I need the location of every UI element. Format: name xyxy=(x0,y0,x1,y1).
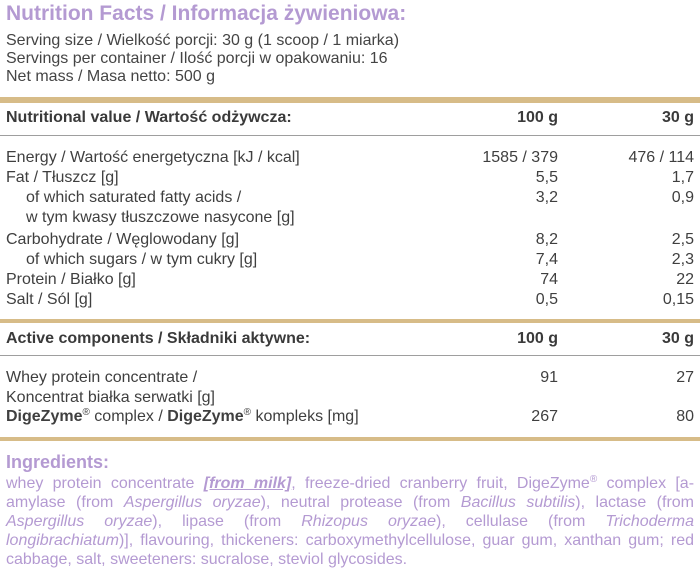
value-100g: 8,2 xyxy=(535,231,558,248)
species-name: Aspergillus oryzae xyxy=(123,494,261,511)
species-name: Trichoderma longibrachiatum xyxy=(6,513,694,549)
active-label-line2: Koncentrat białka serwatki [g] xyxy=(6,389,215,406)
nutrient-label: Energy / Wartość energetyczna [kJ / kcal] xyxy=(6,149,300,166)
divider xyxy=(0,135,700,136)
species-name: Bacillus subtilis xyxy=(460,494,576,511)
value-100g: 74 xyxy=(540,271,558,288)
value-30g: 27 xyxy=(676,369,694,386)
ingredients-part: ), neutral protease (from xyxy=(260,494,461,511)
nutrient-label: of which sugars / w tym cukry [g] xyxy=(26,251,258,268)
gold-divider xyxy=(0,319,700,323)
species-name: Aspergillus oryzae xyxy=(6,513,153,530)
active-header-row xyxy=(6,329,694,349)
digezyme-text: complex / xyxy=(89,408,168,425)
nutrient-row-energy xyxy=(6,148,694,168)
ingredients-part: ), lipase (from xyxy=(152,513,302,530)
nutrient-row-sugars xyxy=(6,250,694,270)
nutrient-label: Carbohydrate / Węglowodany [g] xyxy=(6,231,240,248)
nutrient-row-carbohydrate xyxy=(6,230,694,250)
ingredients-part: complex [a-amylase (from xyxy=(6,475,695,511)
active-label: Whey protein concentrate / xyxy=(6,369,198,386)
registered-mark: ® xyxy=(589,474,598,485)
column-header-30g: 30 g xyxy=(661,109,694,126)
value-100g: 267 xyxy=(531,408,558,425)
nutrition-header-row xyxy=(6,108,694,128)
ingredients-part: ), cellulase (from xyxy=(435,513,606,530)
nutrient-row-salt xyxy=(6,290,694,310)
nutrient-label: Protein / Białko [g] xyxy=(6,271,136,288)
nutrient-row-protein xyxy=(6,270,694,290)
value-30g: 476 / 114 xyxy=(628,149,694,166)
servings-per-container: Servings per container / Ilość porcji w opakowaniu: 16 xyxy=(6,50,388,67)
value-30g: 0,15 xyxy=(662,291,694,308)
ingredients-text xyxy=(6,474,694,569)
active-row-whey-cont xyxy=(6,388,694,408)
value-100g: 3,2 xyxy=(535,189,558,206)
ingredients-part: )], flavouring, thickeners: carboxymethylcellulose, guar gum, xanthan gum; red cabbage, salt, sweeteners: sucralose, steviol glycosides. xyxy=(6,532,694,568)
column-header-100g: 100 g xyxy=(517,109,558,126)
column-header-30g: 30 g xyxy=(661,330,694,347)
nutrition-facts-title: Nutrition Facts / Informacja żywieniowa: xyxy=(6,2,407,25)
nutrient-row-fat xyxy=(6,168,694,188)
active-row-whey xyxy=(6,368,694,388)
value-100g: 91 xyxy=(540,369,558,386)
nutrient-row-saturated-fat xyxy=(6,188,694,208)
allergen-text: [from milk] xyxy=(203,475,292,492)
value-100g: 1585 / 379 xyxy=(482,149,558,166)
species-name: Rhizopus oryzae xyxy=(301,513,436,530)
value-30g: 0,9 xyxy=(671,189,694,206)
registered-mark: ® xyxy=(82,407,90,418)
digezyme-brand: DigeZyme xyxy=(167,408,244,425)
ingredients-part: whey protein concentrate xyxy=(6,475,204,492)
nutrient-label: Salt / Sól [g] xyxy=(6,291,93,308)
value-30g: 2,3 xyxy=(671,251,694,268)
nutrition-header-label: Nutritional value / Wartość odżywcza: xyxy=(6,109,292,126)
value-30g: 2,5 xyxy=(671,231,694,248)
ingredients-part: , freeze-dried cranberry fruit, DigeZyme xyxy=(291,475,590,492)
value-30g: 22 xyxy=(676,271,694,288)
nutrient-label: of which saturated fatty acids / xyxy=(26,189,242,206)
value-100g: 7,4 xyxy=(535,251,558,268)
net-mass: Net mass / Masa netto: 500 g xyxy=(6,68,215,85)
value-30g: 80 xyxy=(676,408,694,425)
nutrient-label: Fat / Tłuszcz [g] xyxy=(6,169,119,186)
nutrient-row-saturated-fat-cont xyxy=(6,208,694,228)
value-100g: 0,5 xyxy=(535,291,558,308)
value-100g: 5,5 xyxy=(535,169,558,186)
digezyme-brand: DigeZyme xyxy=(6,408,83,425)
gold-divider xyxy=(0,437,700,441)
column-header-100g: 100 g xyxy=(517,330,558,347)
value-30g: 1,7 xyxy=(671,169,694,186)
nutrient-label-line2: w tym kwasy tłuszczowe nasycone [g] xyxy=(26,209,295,226)
ingredients-part: ), lactase (from xyxy=(575,494,695,511)
ingredients-title: Ingredients: xyxy=(6,452,110,472)
digezyme-text: kompleks [mg] xyxy=(251,408,359,425)
divider xyxy=(0,355,700,356)
active-header-label: Active components / Składniki aktywne: xyxy=(6,330,311,347)
serving-size: Serving size / Wielkość porcji: 30 g (1 scoop / 1 miarka) xyxy=(6,32,400,49)
active-row-digezyme xyxy=(6,407,694,427)
digezyme-label xyxy=(6,407,359,427)
gold-divider xyxy=(0,97,700,103)
registered-mark: ® xyxy=(243,407,252,418)
